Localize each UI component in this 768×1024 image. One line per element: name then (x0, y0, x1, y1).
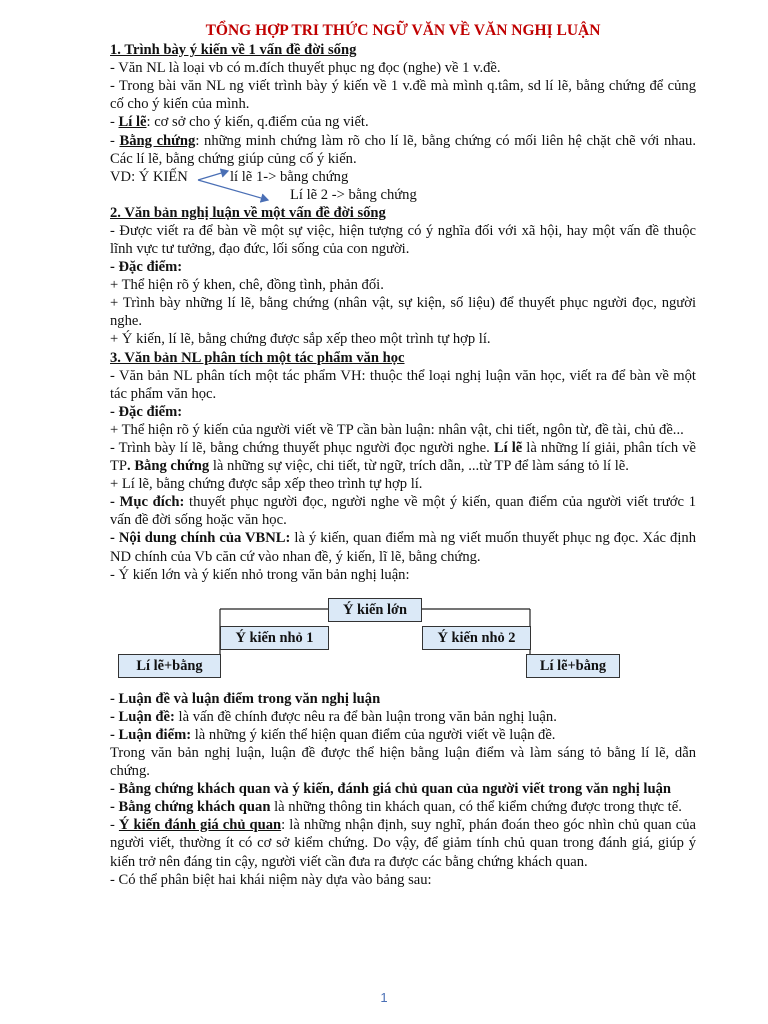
example-line-1: lí lẽ 1-> bằng chứng (230, 168, 349, 185)
s4-luan-de: - Luận đề: là vấn đề chính được nêu ra để bàn luận trong văn bản nghị luận. (110, 708, 557, 725)
document-title: TỔNG HỢP TRI THỨC NGỮ VĂN VỀ VĂN NGHỊ LUẬN (205, 22, 601, 39)
example-line-2: Lí lẽ 2 -> bằng chứng (290, 186, 417, 203)
section-1-heading: 1. Trình bày ý kiến về 1 vấn đề đời sống (110, 42, 357, 59)
box-big-idea: Ý kiến lớn (328, 598, 422, 622)
example-diagram (110, 168, 696, 204)
page-number: 1 (380, 990, 388, 1005)
section-3-heading: 3. Văn bản NL phân tích một tác phẩm văn học (110, 349, 405, 366)
s1-paragraph-li-le: - Lí lẽ: cơ sở cho ý kiến, q.điểm của ng viết. (110, 114, 369, 131)
s2-paragraph-1: - Được viết ra để bàn về một sự việc, hiện tượng có ý nghĩa đối với xã hội, hay một vấn đề thuộc lĩnh vực tư tưởng, đạo đức, lối sống của con người. (110, 222, 696, 257)
section-5-heading: - Bằng chứng khách quan và ý kiến, đánh giá chủ quan của người viết trong văn nghị luận (110, 781, 672, 798)
example-label: VD: Ý KIẾN (110, 168, 188, 185)
document-page (110, 22, 696, 889)
s2-feature-2: + Trình bày những lí lẽ, bằng chứng (nhân vật, sự kiện, số liệu) để thuyết phục người đọc, người nghe. (110, 295, 696, 330)
s1-paragraph-2: - Trong bài văn NL ng viết trình bày ý kiến về 1 v.đề mà mình q.tâm, sd lí lẽ, bằng chứng để củng cố cho ý kiến của mình. (110, 78, 696, 113)
s4-luan-diem: - Luận điểm: là những ý kiến thể hiện quan điểm của người viết về luận đề. (110, 726, 556, 743)
s4-paragraph: Trong văn bản nghị luận, luận đề được thể hiện bằng luận điểm và làm sáng tỏ bằng lí lẽ, dẫn chứng. (110, 745, 696, 780)
s3-feature-3: + Lí lẽ, bằng chứng được sắp xếp theo trình tự hợp lí. (110, 476, 423, 493)
idea-hierarchy-diagram (110, 590, 696, 690)
term-li-le: Lí lẽ (118, 114, 147, 131)
example-arrows (110, 168, 250, 204)
s5-last-line: - Có thể phân biệt hai khái niệm này dựa vào bảng sau: (110, 871, 432, 888)
s1-paragraph-1: - Văn NL là loại vb có m.đích thuyết phục ng đọc (nghe) về 1 v.đề. (110, 60, 501, 77)
arrow-to-line-1 (198, 171, 228, 180)
s3-feature-2: - Trình bày lí lẽ, bằng chứng thuyết phục người đọc người nghe. Lí lẽ là những lí giải, phân tích về TP. Bằng chứng là những sự việc, chi tiết, từ ngữ, trích dẫn, ...từ TP để làm sáng tỏ lí lẽ. (110, 439, 696, 475)
s3-big-small-ideas: - Ý kiến lớn và ý kiến nhỏ trong văn bản nghị luận: (110, 566, 410, 583)
box-small-idea-2: Ý kiến nhỏ 2 (422, 626, 531, 650)
s3-features-label: - Đặc điểm: (110, 403, 183, 420)
s5-subjective-opinion: - Ý kiến đánh giá chủ quan: là những nhận định, suy nghĩ, phán đoán theo góc nhìn chủ quan của người viết, thường ít có cơ sở kiểm chứng. Do vậy, để giảm tính chủ quan trong đánh giá, giúp ý kiến trở nên đáng tin cậy, người viết cần đưa ra được các bằng chứng khách quan. (110, 817, 696, 870)
s3-main-content: - Nội dung chính của VBNL: là ý kiến, quan điểm mà ng viết muốn thuyết phục ng đọc. Xác định ND chính của Vb căn cứ vào nhan đề, ý kiến, lĩ lẽ, bằng chứng. (110, 530, 696, 565)
box-small-idea-1: Ý kiến nhỏ 1 (220, 626, 329, 650)
s3-paragraph-1: - Văn bản NL phân tích một tác phẩm VH: thuộc thể loại nghị luận văn học, viết ra để bàn về một tác phẩm văn học. (110, 367, 696, 402)
s3-feature-1: + Thể hiện rõ ý kiến của người viết về TP cần bàn luận: nhân vật, chi tiết, ngôn từ, đề tài, chủ đề... (110, 421, 684, 438)
s2-features-label: - Đặc điểm: (110, 259, 183, 276)
section-4-heading: - Luận đề và luận điểm trong văn nghị luận (110, 690, 381, 707)
s2-feature-3: + Ý kiến, lí lẽ, bằng chứng được sắp xếp theo một trình tự hợp lí. (110, 331, 491, 348)
s2-feature-1: + Thể hiện rõ ý khen, chê, đồng tình, phản đối. (110, 277, 384, 294)
s1-paragraph-bang-chung: - Bằng chứng: những minh chứng làm rõ cho lí lẽ, bằng chứng có mối liên hệ chặt chẽ với nhau. Các lí lẽ, bằng chứng giúp củng cố ý kiến. (110, 132, 696, 167)
s5-objective-evidence: - Bằng chứng khách quan là những thông tin khách quan, có thể kiểm chứng được trong thực tế. (110, 799, 682, 816)
term-bang-chung: Bằng chứng (119, 132, 196, 149)
box-reason-evidence-right: Lí lẽ+bằng (526, 654, 620, 678)
s3-purpose: - Mục đích: thuyết phục người đọc, người nghe về một ý kiến, quan điểm của người viết trước 1 vấn đề đời sống hoặc văn học. (110, 494, 696, 529)
box-reason-evidence-left: Lí lẽ+bằng (118, 654, 221, 678)
section-2-heading: 2. Văn bản nghị luận về một vấn đề đời sống (110, 204, 386, 221)
